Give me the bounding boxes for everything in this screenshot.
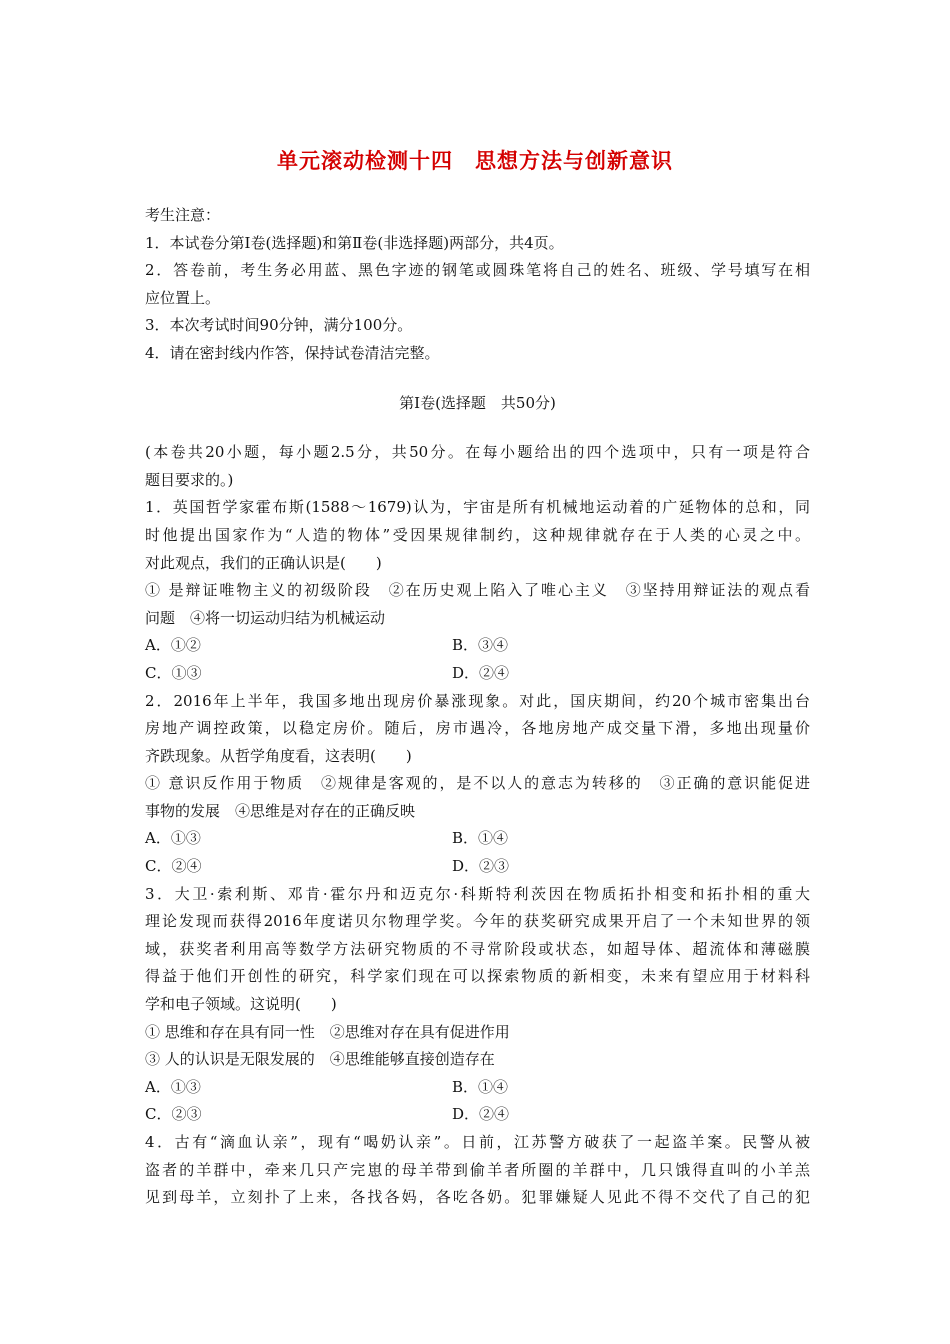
part-instructions <box>145 439 810 494</box>
notice-item: 1．本试卷分第Ⅰ卷(选择题)和第Ⅱ卷(非选择题)两部分，共4页。 <box>145 233 564 252</box>
option-d[interactable]: D．②④ <box>452 663 510 682</box>
option-row <box>145 1101 810 1129</box>
question-4 <box>145 1129 810 1212</box>
option-a[interactable]: A．①② <box>145 636 201 655</box>
option-b[interactable]: B．①④ <box>452 1077 509 1096</box>
notice-heading: 考生注意： <box>145 206 221 224</box>
question-stem: 理论发现而获得2016年度诺贝尔物理学奖。今年的获奖研究成果开启了一个未知世界的领 <box>145 912 810 931</box>
option-d[interactable]: D．②③ <box>452 857 510 876</box>
option-row <box>145 632 810 660</box>
option-row <box>145 853 810 881</box>
question-stem: 时他提出国家作为“人造的物体”受因果规律制约，这种规律就存在于人类的心灵之中。 <box>145 525 810 544</box>
instruction-line: 题目要求的。) <box>145 470 234 489</box>
part-title: 第Ⅰ卷(选择题 共50分) <box>399 393 556 412</box>
instruction-line: (本卷共20小题，每小题2.5分，共50分。在每小题给出的四个选项中，只有一项是符合 <box>145 443 810 462</box>
option-b[interactable]: B．③④ <box>452 636 509 655</box>
option-row <box>145 660 810 688</box>
question-statement: ① 意识反作用于物质 ②规律是客观的，是不以人的意志为转移的 ③正确的意识能促进 <box>145 774 810 793</box>
notice-section <box>145 202 810 368</box>
question-stem: 4．古有“滴血认亲”，现有“喝奶认亲”。日前，江苏警方破获了一起盗羊案。民警从被 <box>145 1133 810 1151</box>
question-statement: 问题 ④将一切运动归结为机械运动 <box>145 608 386 627</box>
option-a[interactable]: A．①③ <box>145 829 201 848</box>
option-row <box>145 825 810 853</box>
question-stem: 对此观点，我们的正确认识是( ) <box>145 553 382 572</box>
question-stem: 3．大卫·索利斯、邓肯·霍尔丹和迈克尔·科斯特利茨因在物质拓扑相变和拓扑相的重大 <box>145 884 810 903</box>
page-title: 单元滚动检测十四 思想方法与创新意识 <box>277 149 673 173</box>
question-statement: ③ 人的认识是无限发展的 ④思维能够直接创造存在 <box>145 1050 495 1069</box>
question-stem: 域，获奖者利用高等数学方法研究物质的不寻常阶段或状态，如超导体、超流体和薄磁膜 <box>145 939 810 958</box>
option-row <box>145 1074 810 1102</box>
question-3 <box>145 881 810 1129</box>
option-c[interactable]: C．②③ <box>145 1105 202 1124</box>
exam-content <box>145 202 810 1212</box>
notice-item: 4．请在密封线内作答，保持试卷清洁完整。 <box>145 343 440 362</box>
question-statement: 事物的发展 ④思维是对存在的正确反映 <box>145 801 416 820</box>
question-stem: 2．2016年上半年，我国多地出现房价暴涨现象。对此，国庆期间，约20个城市密集出台 <box>145 691 810 710</box>
option-c[interactable]: C．①③ <box>145 663 202 682</box>
option-d[interactable]: D．②④ <box>452 1105 510 1124</box>
notice-item: 3．本次考试时间90分钟，满分100分。 <box>145 316 413 335</box>
question-statement: ① 思维和存在具有同一性 ②思维对存在具有促进作用 <box>145 1022 510 1041</box>
question-stem: 房地产调控政策，以稳定房价。随后，房市遇冷，各地房地产成交量下滑，多地出现量价 <box>145 719 810 738</box>
notice-item: 应位置上。 <box>145 288 221 307</box>
question-stem: 得益于他们开创性的研究，科学家们现在可以探索物质的新相变，未来有望应用于材料科 <box>145 967 810 986</box>
option-b[interactable]: B．①④ <box>452 829 509 848</box>
option-c[interactable]: C．②④ <box>145 857 202 876</box>
question-stem: 盗者的羊群中，牵来几只产完崽的母羊带到偷羊者所圈的羊群中，几只饿得直叫的小羊羔 <box>145 1160 810 1179</box>
question-1 <box>145 494 810 687</box>
option-a[interactable]: A．①③ <box>145 1077 201 1096</box>
spacer <box>145 368 810 390</box>
question-stem: 齐跌现象。从哲学角度看，这表明( ) <box>145 746 412 765</box>
question-stem: 见到母羊，立刻扑了上来，各找各妈，各吃各奶。犯罪嫌疑人见此不得不交代了自己的犯 <box>145 1188 810 1207</box>
spacer <box>145 417 810 439</box>
question-2 <box>145 688 810 881</box>
question-stem: 1．英国哲学家霍布斯(1588～1679)认为，宇宙是所有机械地运动着的广延物体的总和，同 <box>145 498 810 517</box>
question-stem: 学和电子领域。这说明( ) <box>145 995 337 1014</box>
question-statement: ① 是辩证唯物主义的初级阶段 ②在历史观上陷入了唯心主义 ③坚持用辩证法的观点看 <box>145 581 810 600</box>
notice-item: 2．答卷前，考生务必用蓝、黑色字迹的钢笔或圆珠笔将自己的姓名、班级、学号填写在相 <box>145 261 810 280</box>
